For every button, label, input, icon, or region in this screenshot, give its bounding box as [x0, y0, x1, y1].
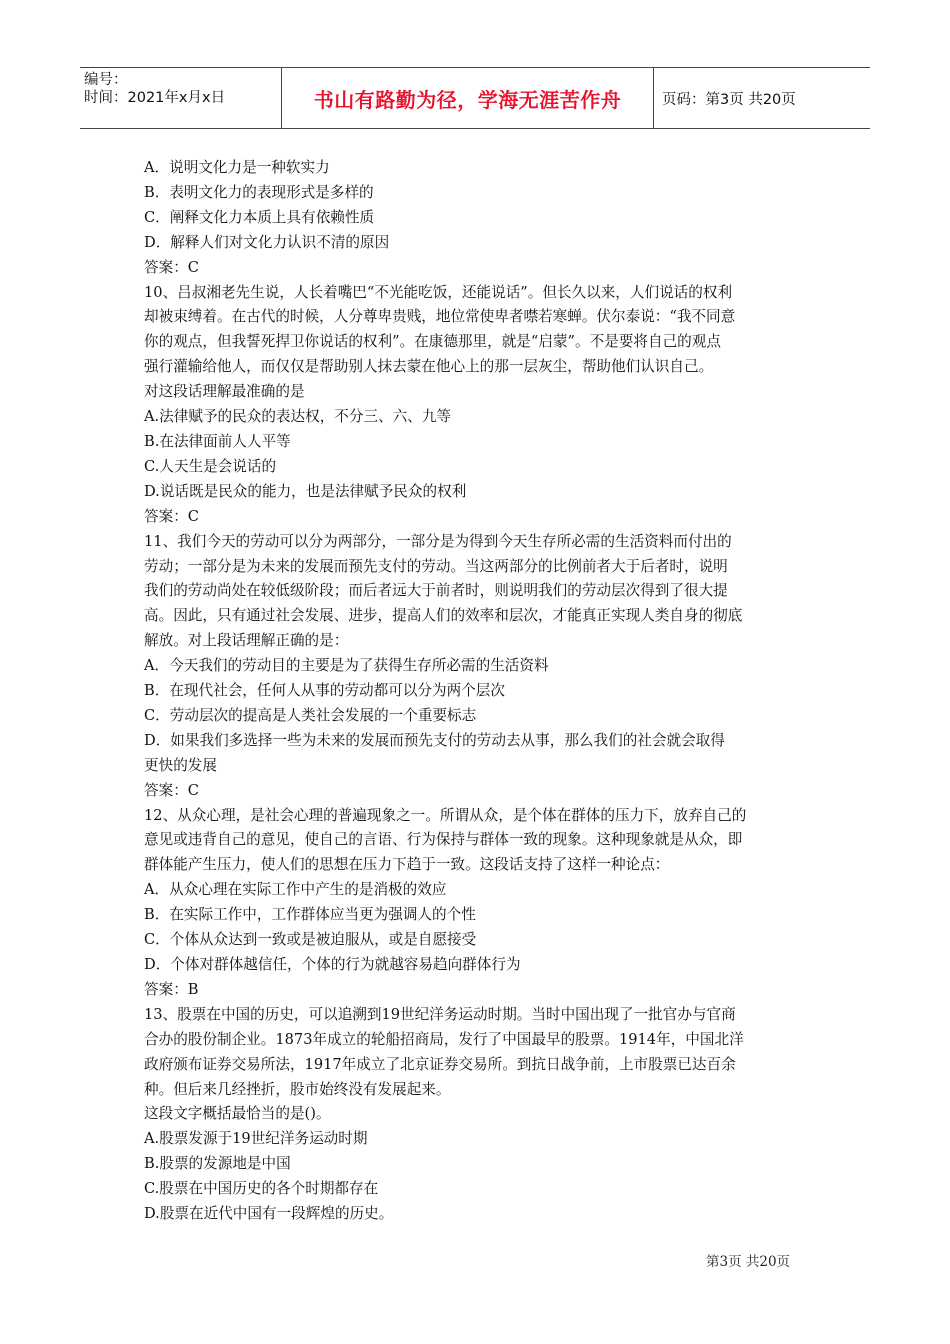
page-header	[80, 67, 870, 129]
text-line: 我们的劳动尚处在较低级阶段；而后者远大于前者时，则说明我们的劳动层次得到了很大提	[144, 582, 728, 600]
text-line: B.在法律面前人人平等	[144, 432, 291, 450]
text-line: B．表明文化力的表现形式是多样的	[144, 183, 374, 201]
text-line: A．说明文化力是一种软实力	[144, 159, 330, 176]
text-line: 高。因此，只有通过社会发展、进步，提高人们的效率和层次，才能真正实现人类自身的彻底	[144, 607, 743, 625]
text-line: D．个体对群体越信任，个体的行为就越容易趋向群体行为	[144, 956, 521, 973]
text-line: 却被束缚着。在古代的时候，人分尊卑贵贱，地位常使卑者噤若寒蝉。伏尔泰说：“我不同意	[144, 308, 736, 326]
text-line: A.法律赋予的民众的表达权，不分三、六、九等	[144, 408, 452, 426]
text-line: C．个体从众达到一致或是被迫服从，或是自愿接受	[144, 931, 477, 949]
text-line: D．解释人们对文化力认识不清的原因	[144, 233, 390, 251]
doc-time-label: 时间：2021年x月x日	[84, 90, 226, 106]
question-11: 11、我们今天的劳动可以分为两部分，一部分是为得到今天生存所必需的生活资料而付出的	[144, 532, 732, 550]
text-line: 劳动；一部分是为未来的发展而预先支付的劳动。当这两部分的比例前者大于后者时，说明	[144, 557, 728, 575]
document-body	[144, 156, 810, 1227]
text-line: D.说话既是民众的能力，也是法律赋予民众的权利	[144, 482, 467, 500]
text-line: C．阐释文化力本质上具有依赖性质	[144, 208, 375, 226]
text-line: 解放。对上段话理解正确的是：	[144, 632, 349, 650]
text-line: 群体能产生压力，使人们的思想在压力下趋于一致。这段话支持了这样一种论点：	[144, 856, 670, 874]
header-motto: 书山有路勤为径，学海无涯苦作舟	[282, 68, 654, 128]
text-line: D.股票在近代中国有一段辉煌的历史。	[144, 1205, 394, 1223]
answer-line: 答案：C	[144, 507, 199, 525]
doc-number-label: 编号：	[84, 72, 128, 88]
text-line: 对这段话理解最准确的是	[144, 383, 305, 401]
text-line: 强行灌输给他人，而仅仅是帮助别人抹去蒙在他心上的那一层灰尘，帮助他们认识自己。	[144, 358, 714, 376]
text-line: A．今天我们的劳动目的主要是为了获得生存所必需的生活资料	[144, 657, 549, 675]
header-page-label: 页码：第3页 共20页	[662, 91, 796, 108]
text-line: 更快的发展	[144, 756, 217, 774]
text-line: 合办的股份制企业。1873年成立的轮船招商局，发行了中国最早的股票。1914年，中国北洋	[144, 1030, 744, 1048]
text-line: D．如果我们多选择一些为未来的发展而预先支付的劳动去从事，那么我们的社会就会取得	[144, 731, 725, 749]
header-info	[80, 68, 282, 128]
text-line: 这段文字概括最恰当的是()。	[144, 1105, 331, 1123]
page-footer: 第3页 共20页	[706, 1254, 791, 1270]
text-line: A.股票发源于19世纪洋务运动时期	[144, 1130, 368, 1148]
text-line: 意见或违背自己的意见，使自己的言语、行为保持与群体一致的现象。这种现象就是从众，即	[144, 831, 743, 849]
text-line: C.股票在中国历史的各个时期都存在	[144, 1180, 379, 1198]
text-line: 政府颁布证券交易所法，1917年成立了北京证券交易所。到抗日战争前，上市股票已达百余	[144, 1055, 736, 1073]
question-10: 10、吕叔湘老先生说，人长着嘴巴“不光能吃饭，还能说话”。但长久以来，人们说话的权利	[144, 283, 733, 301]
question-13: 13、股票在中国的历史，可以追溯到19世纪洋务运动时期。当时中国出现了一批官办与官商	[144, 1005, 736, 1023]
answer-line: 答案：C	[144, 258, 199, 276]
question-12: 12、从众心理，是社会心理的普遍现象之一。所谓从众，是个体在群体的压力下，放弃自己的	[144, 806, 747, 824]
text-line: B．在实际工作中，工作群体应当更为强调人的个性	[144, 906, 476, 924]
answer-line: 答案：B	[144, 980, 199, 998]
text-line: C．劳动层次的提高是人类社会发展的一个重要标志	[144, 706, 477, 724]
text-line: B.股票的发源地是中国	[144, 1155, 291, 1173]
text-line: 你的观点，但我誓死捍卫你说话的权利”。在康德那里，就是“启蒙”。不是要将自己的观点	[144, 333, 721, 351]
text-line: C.人天生是会说话的	[144, 457, 277, 475]
text-line: B．在现代社会，任何人从事的劳动都可以分为两个层次	[144, 682, 505, 700]
text-line: 种。但后来几经挫折，股市始终没有发展起来。	[144, 1080, 451, 1098]
text-line: A．从众心理在实际工作中产生的是消极的效应	[144, 881, 447, 899]
answer-line: 答案：C	[144, 781, 199, 799]
